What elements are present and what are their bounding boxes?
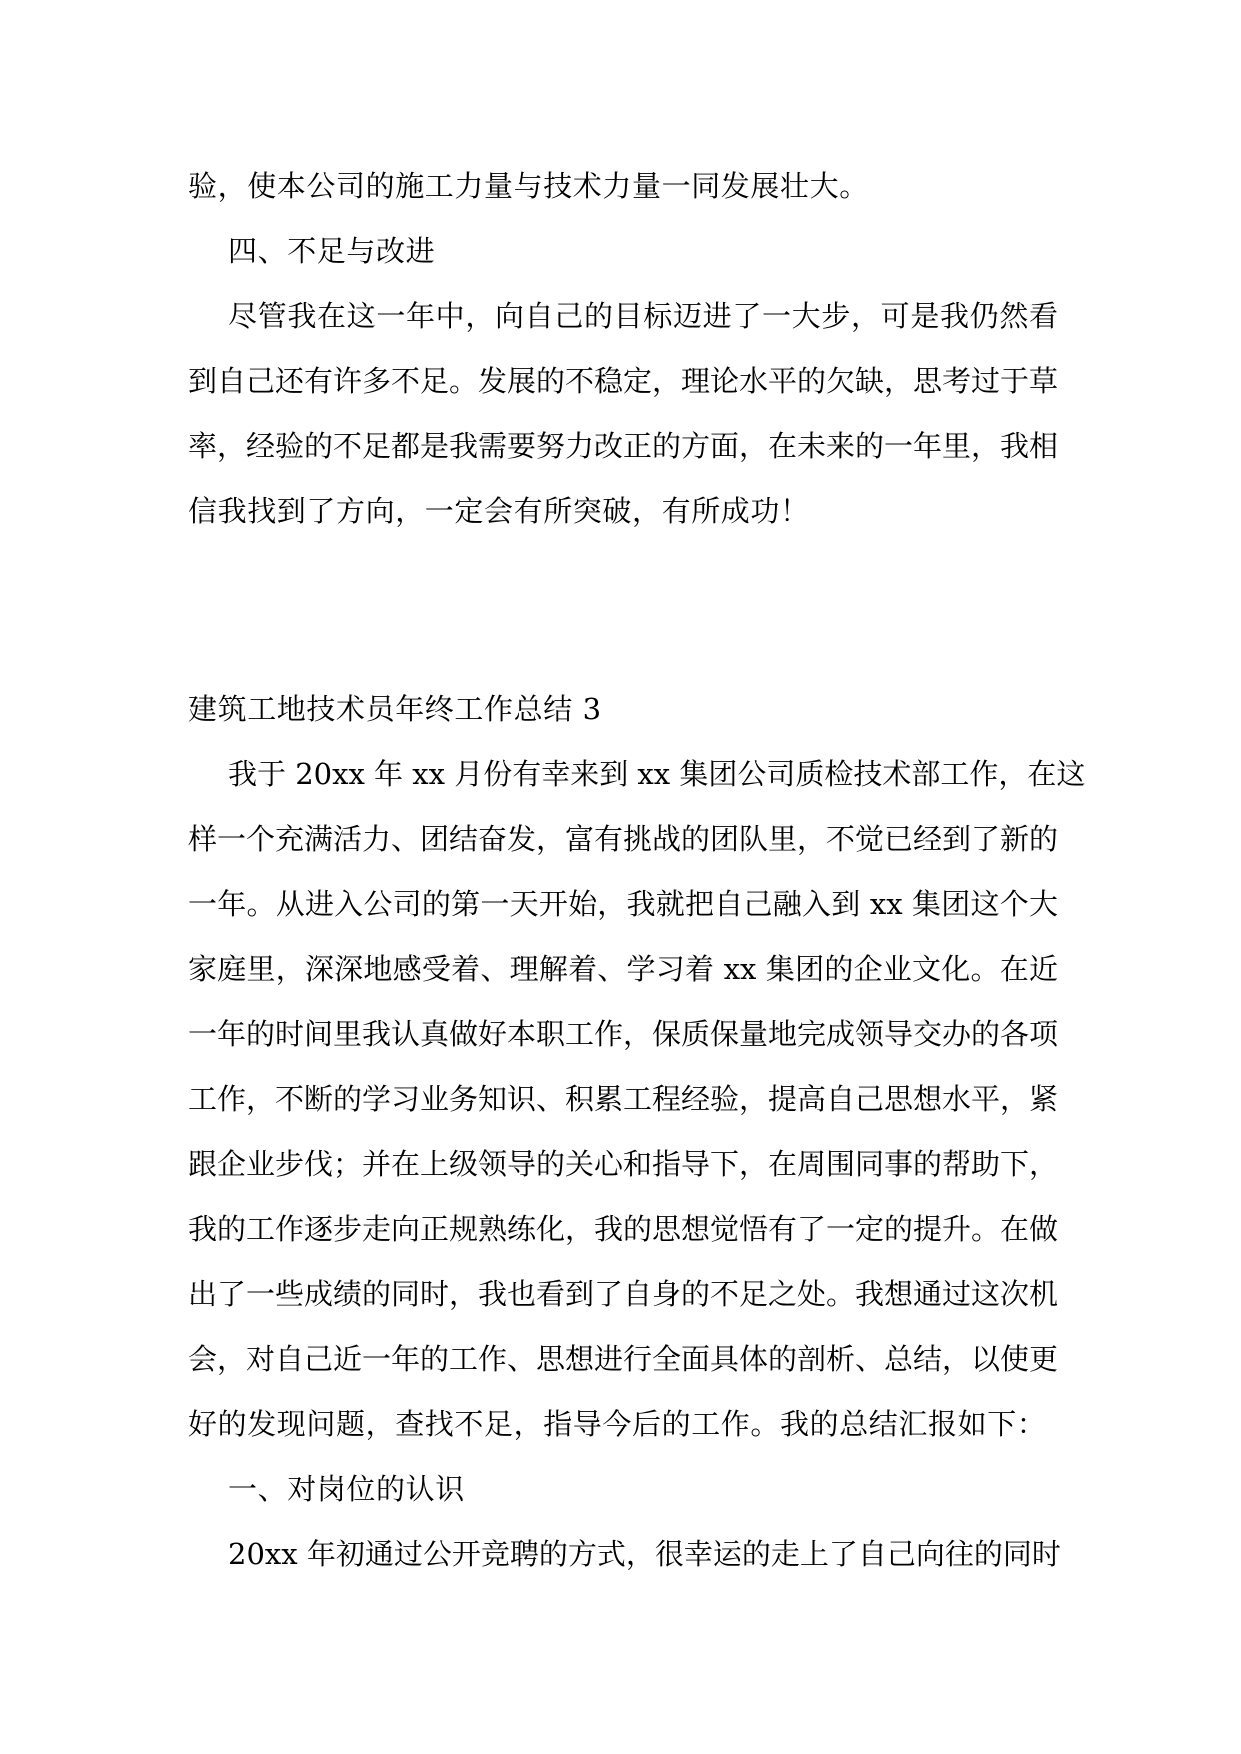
paragraph-line: 到自己还有许多不足。发展的不稳定，理论水平的欠缺，思考过于草 xyxy=(188,364,1059,398)
section-heading: 一、对岗位的认识 xyxy=(228,1472,465,1506)
paragraph-line: 出了一些成绩的同时，我也看到了自身的不足之处。我想通过这次机 xyxy=(188,1277,1059,1311)
paragraph-line: 一年。从进入公司的第一天开始，我就把自己融入到 xx 集团这个大 xyxy=(188,887,1058,921)
paragraph-line: 我于 20xx 年 xx 月份有幸来到 xx 集团公司质检技术部工作，在这 xyxy=(228,757,1086,791)
paragraph-line: 好的发现问题，查找不足，指导今后的工作。我的总结汇报如下： xyxy=(188,1407,1047,1441)
document-title: 建筑工地技术员年终工作总结 3 xyxy=(188,692,602,726)
paragraph-line: 率，经验的不足都是我需要努力改正的方面，在未来的一年里，我相 xyxy=(188,429,1059,463)
paragraph-line: 工作，不断的学习业务知识、积累工程经验，提高自己思想水平，紧 xyxy=(188,1082,1059,1116)
paragraph-line: 尽管我在这一年中，向自己的目标迈进了一大步，可是我仍然看 xyxy=(228,299,1058,333)
paragraph-line: 跟企业步伐；并在上级领导的关心和指导下，在周围同事的帮助下， xyxy=(188,1147,1059,1181)
section-heading: 四、不足与改进 xyxy=(228,234,436,268)
paragraph-line: 信我找到了方向，一定会有所突破，有所成功！ xyxy=(188,494,810,528)
paragraph-line: 样一个充满活力、团结奋发，富有挑战的团队里，不觉已经到了新的 xyxy=(188,822,1059,856)
paragraph-line: 验，使本公司的施工力量与技术力量一同发展壮大。 xyxy=(188,169,869,203)
paragraph-line: 一年的时间里我认真做好本职工作，保质保量地完成领导交办的各项 xyxy=(188,1017,1059,1051)
paragraph-line: 我的工作逐步走向正规熟练化，我的思想觉悟有了一定的提升。在做 xyxy=(188,1212,1059,1246)
paragraph-line: 家庭里，深深地感受着、理解着、学习着 xx 集团的企业文化。在近 xyxy=(188,952,1058,986)
paragraph-line: 会，对自己近一年的工作、思想进行全面具体的剖析、总结，以使更 xyxy=(188,1342,1059,1376)
paragraph-line: 20xx 年初通过公开竞聘的方式，很幸运的走上了自己向往的同时 xyxy=(228,1537,1061,1571)
